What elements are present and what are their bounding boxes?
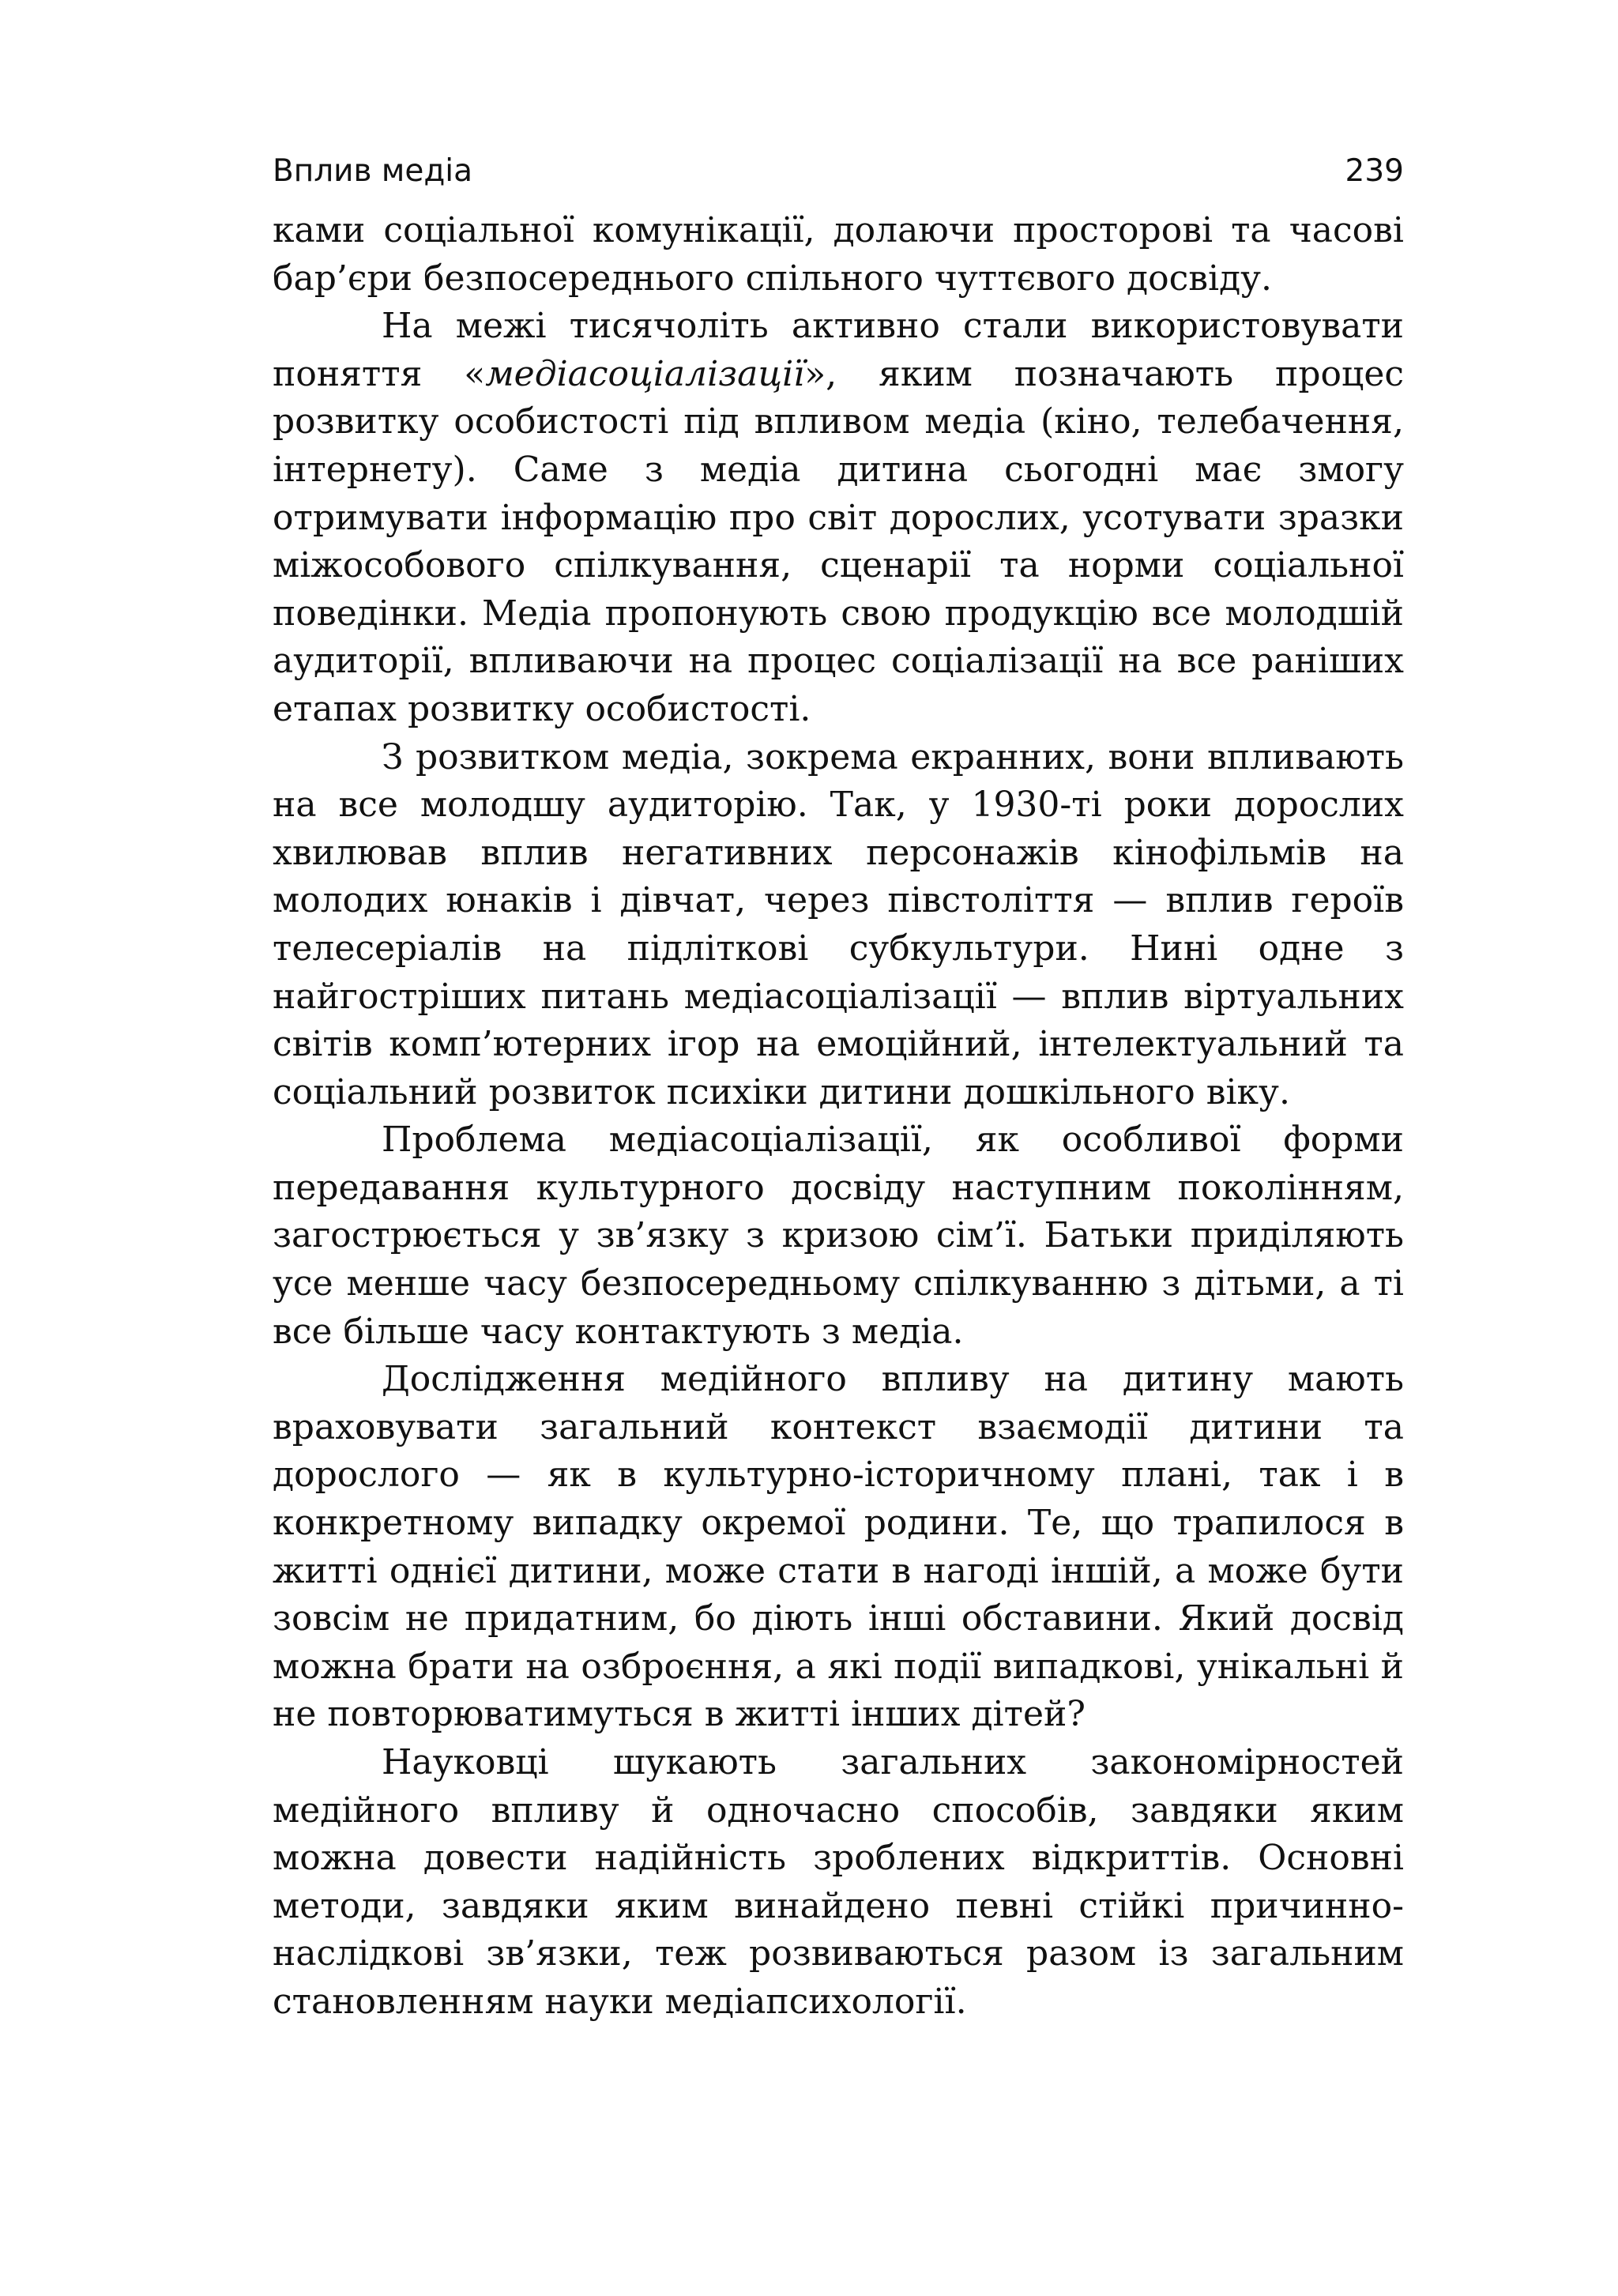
italic-term: медіасоціалізації	[485, 353, 805, 394]
running-header	[273, 148, 1404, 195]
paragraph-screen-media: З розвитком медіа, зокрема екранних, вони впливають на все молодшу аудиторію. Так, у 1930-ті роки дорослих хвилював вплив негативних персонажів кінофільмів на молодих юнаків і дівчат, через півстоліття — вплив героїв телесеріалів на підліткові субкультури. Нині одне з найгостріших питань медіасоціалізації — вплив віртуальних світів комп’ютерних ігор на емоційний, інтелектуальний та соціальний розвиток психіки дитини дошкільного віку.	[273, 736, 1404, 1112]
paragraph-research-context: Дослідження медійного впливу на дитину мають враховувати загальний контекст взаємодії дитини та дорослого — як в культурно-історичному плані, так і в конкретному випадку окремої родини. Те, що трапилося в житті однієї дитини, може стати в нагоді іншій, а може бути зовсім не придатним, бо діють інші обставини. Який досвід можна брати на озброєння, а які події випадкові, унікальні й не повторюватимуться в житті інших дітей?	[273, 1359, 1404, 1735]
running-title: Вплив медіа	[273, 153, 473, 189]
paragraph-continuation: ками соціальної комунікації, долаючи просторові та часові бар’єри безпосереднього спільного чуттєвого досвіду.	[273, 210, 1404, 299]
paragraph-text: », яким позначають процес розвитку особистості під впливом медіа (кіно, телебачення, інтернету). Саме з медіа дитина сьогодні має змогу отримувати інформацію про світ дорослих, усотувати зразки міжособового спілкування, сценарії та норми соціальної поведінки. Медіа пропонують свою продукцію все молодшій аудиторії, впливаючи на процес соціалізації на все раніших етапах розвитку особистості.	[273, 353, 1404, 729]
paragraph-family-crisis: Проблема медіасоціалізації, як особливої форми передавання культурного досвіду наступним поколінням, загострюється у зв’язку з кризою сім’ї. Батьки приділяють усе менше часу безпосередньому спілкуванню з дітьми, а ті все більше часу контактують з медіа.	[273, 1120, 1404, 1352]
paragraph-scientists: Науковці шукають загальних закономірностей медійного впливу й одночасно способів, завдяки яким можна довести надійність зроблених відкриттів. Основні методи, завдяки яким винайдено певні стійкі причинно-наслідкові зв’язки, теж розвиваються разом із загальним становленням науки медіапсихології.	[273, 1742, 1404, 2022]
paragraph-mediasocialization-term	[273, 303, 1404, 733]
page-number: 239	[1345, 153, 1404, 189]
paragraph-text: На межі тисячоліть активно стали використовувати поняття «	[273, 306, 1404, 394]
body-text	[273, 207, 1404, 2027]
